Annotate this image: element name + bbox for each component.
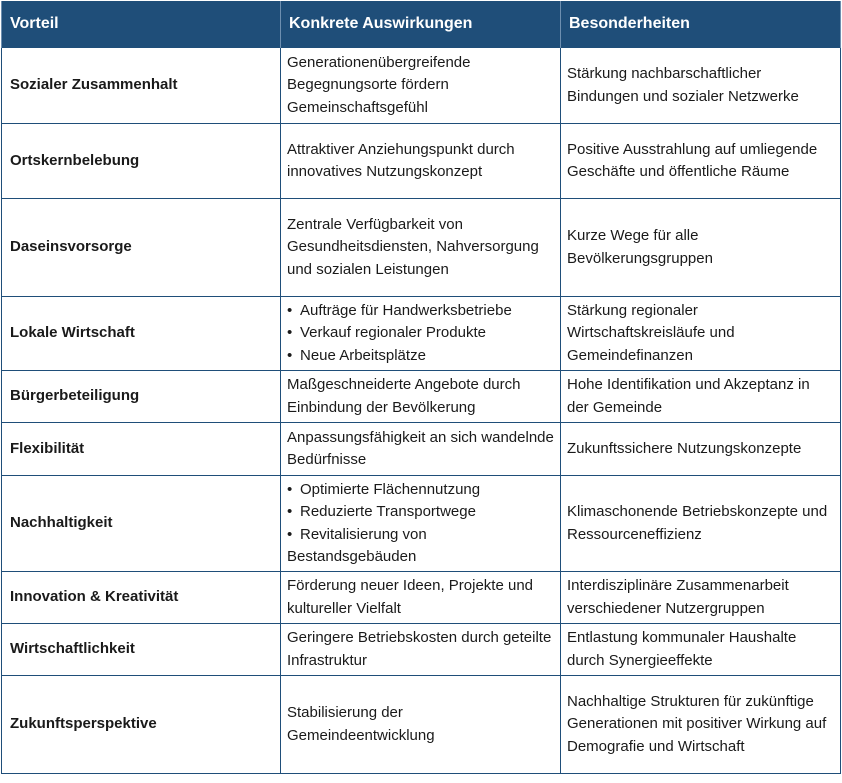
bullet-icon: •: [287, 301, 293, 319]
auswirkungen-cell: Attraktiver Anziehungspunkt durch innovatives Nutzungskonzept: [281, 124, 561, 199]
besonderheiten-cell: Stärkung nachbarschaftlicher Bindungen und sozialer Netzwerke: [561, 48, 841, 124]
vorteil-cell: Sozialer Zusammenhalt: [2, 48, 281, 124]
bullet-icon: •: [287, 525, 293, 543]
table-row: [2, 297, 841, 371]
bullet-icon: •: [287, 346, 293, 364]
auswirkungen-cell: Anpassungsfähigkeit an sich wandelnde Bedürfnisse: [281, 423, 561, 476]
column-header-auswirkungen: Konkrete Auswirkungen: [281, 1, 561, 48]
vorteil-cell: Nachhaltigkeit: [2, 476, 281, 572]
besonderheiten-cell: Positive Ausstrahlung auf umliegende Geschäfte und öffentliche Räume: [561, 124, 841, 199]
auswirkungen-cell: Generationenübergreifende Begegnungsorte fördern Gemeinschaftsgefühl: [281, 48, 561, 124]
table-row: [2, 624, 841, 676]
table-row: [2, 199, 841, 297]
column-header-vorteil: Vorteil: [2, 1, 281, 48]
column-header-besonderheiten: Besonderheiten: [561, 1, 841, 48]
vorteil-cell: Zukunftsperspektive: [2, 676, 281, 774]
list-item: [287, 300, 554, 323]
besonderheiten-cell: Stärkung regionaler Wirtschaftskreisläufe und Gemeindefinanzen: [561, 297, 841, 371]
bullet-icon: •: [287, 480, 293, 498]
vorteil-cell: Flexibilität: [2, 423, 281, 476]
bullet-text: Optimierte Flächennutzung: [300, 480, 481, 498]
bullet-text: Verkauf regionaler Produkte: [300, 324, 486, 342]
besonderheiten-cell: Entlastung kommunaler Haushalte durch Synergieeffekte: [561, 624, 841, 676]
header-row: [2, 1, 841, 48]
besonderheiten-cell: Kurze Wege für alle Bevölkerungsgruppen: [561, 199, 841, 297]
vorteil-cell: Lokale Wirtschaft: [2, 297, 281, 371]
auswirkungen-bullet-list: [287, 300, 554, 368]
besonderheiten-cell: Nachhaltige Strukturen für zukünftige Generationen mit positiver Wirkung auf Demografie und Wirtschaft: [561, 676, 841, 774]
list-item: [287, 501, 554, 524]
table-row: [2, 48, 841, 124]
table-row: [2, 676, 841, 774]
vorteil-cell: Ortskernbelebung: [2, 124, 281, 199]
besonderheiten-cell: Hohe Identifikation und Akzeptanz in der Gemeinde: [561, 371, 841, 423]
auswirkungen-cell: Förderung neuer Ideen, Projekte und kultureller Vielfalt: [281, 572, 561, 624]
list-item: [287, 322, 554, 345]
bullet-icon: •: [287, 503, 293, 520]
auswirkungen-cell: Geringere Betriebskosten durch geteilte Infrastruktur: [281, 624, 561, 676]
vorteil-cell: Bürgerbeteiligung: [2, 371, 281, 423]
benefits-table: [1, 1, 841, 774]
list-item: [287, 479, 554, 502]
bullet-text: Neue Arbeitsplätze: [300, 346, 426, 364]
besonderheiten-cell: Klimaschonende Betriebskonzepte und Ressourceneffizienz: [561, 476, 841, 572]
bullet-icon: •: [287, 324, 293, 342]
list-item: [287, 345, 554, 368]
table-row: [2, 572, 841, 624]
vorteil-cell: Innovation & Kreativität: [2, 572, 281, 624]
vorteil-cell: Daseinsvorsorge: [2, 199, 281, 297]
besonderheiten-cell: Interdisziplinäre Zusammenarbeit verschiedener Nutzergruppen: [561, 572, 841, 624]
auswirkungen-cell: [281, 297, 561, 371]
auswirkungen-bullet-list: [287, 479, 554, 569]
list-item: [287, 524, 554, 569]
auswirkungen-cell: Zentrale Verfügbarkeit von Gesundheitsdiensten, Nahversorgung und sozialen Leistungen: [281, 199, 561, 297]
besonderheiten-cell: Zukunftssichere Nutzungskonzepte: [561, 423, 841, 476]
auswirkungen-cell: Stabilisierung der Gemeindeentwicklung: [281, 676, 561, 774]
bullet-text: Reduzierte Transportwege: [300, 503, 476, 520]
table-row: [2, 476, 841, 572]
bullet-text: Aufträge für Handwerksbetriebe: [300, 301, 512, 319]
table-row: [2, 423, 841, 476]
bullet-text: Revitalisierung von Bestandsgebäuden: [287, 525, 427, 565]
table-row: [2, 124, 841, 199]
auswirkungen-cell: Maßgeschneiderte Angebote durch Einbindung der Bevölkerung: [281, 371, 561, 423]
auswirkungen-cell: [281, 476, 561, 572]
vorteil-cell: Wirtschaftlichkeit: [2, 624, 281, 676]
table-row: [2, 371, 841, 423]
